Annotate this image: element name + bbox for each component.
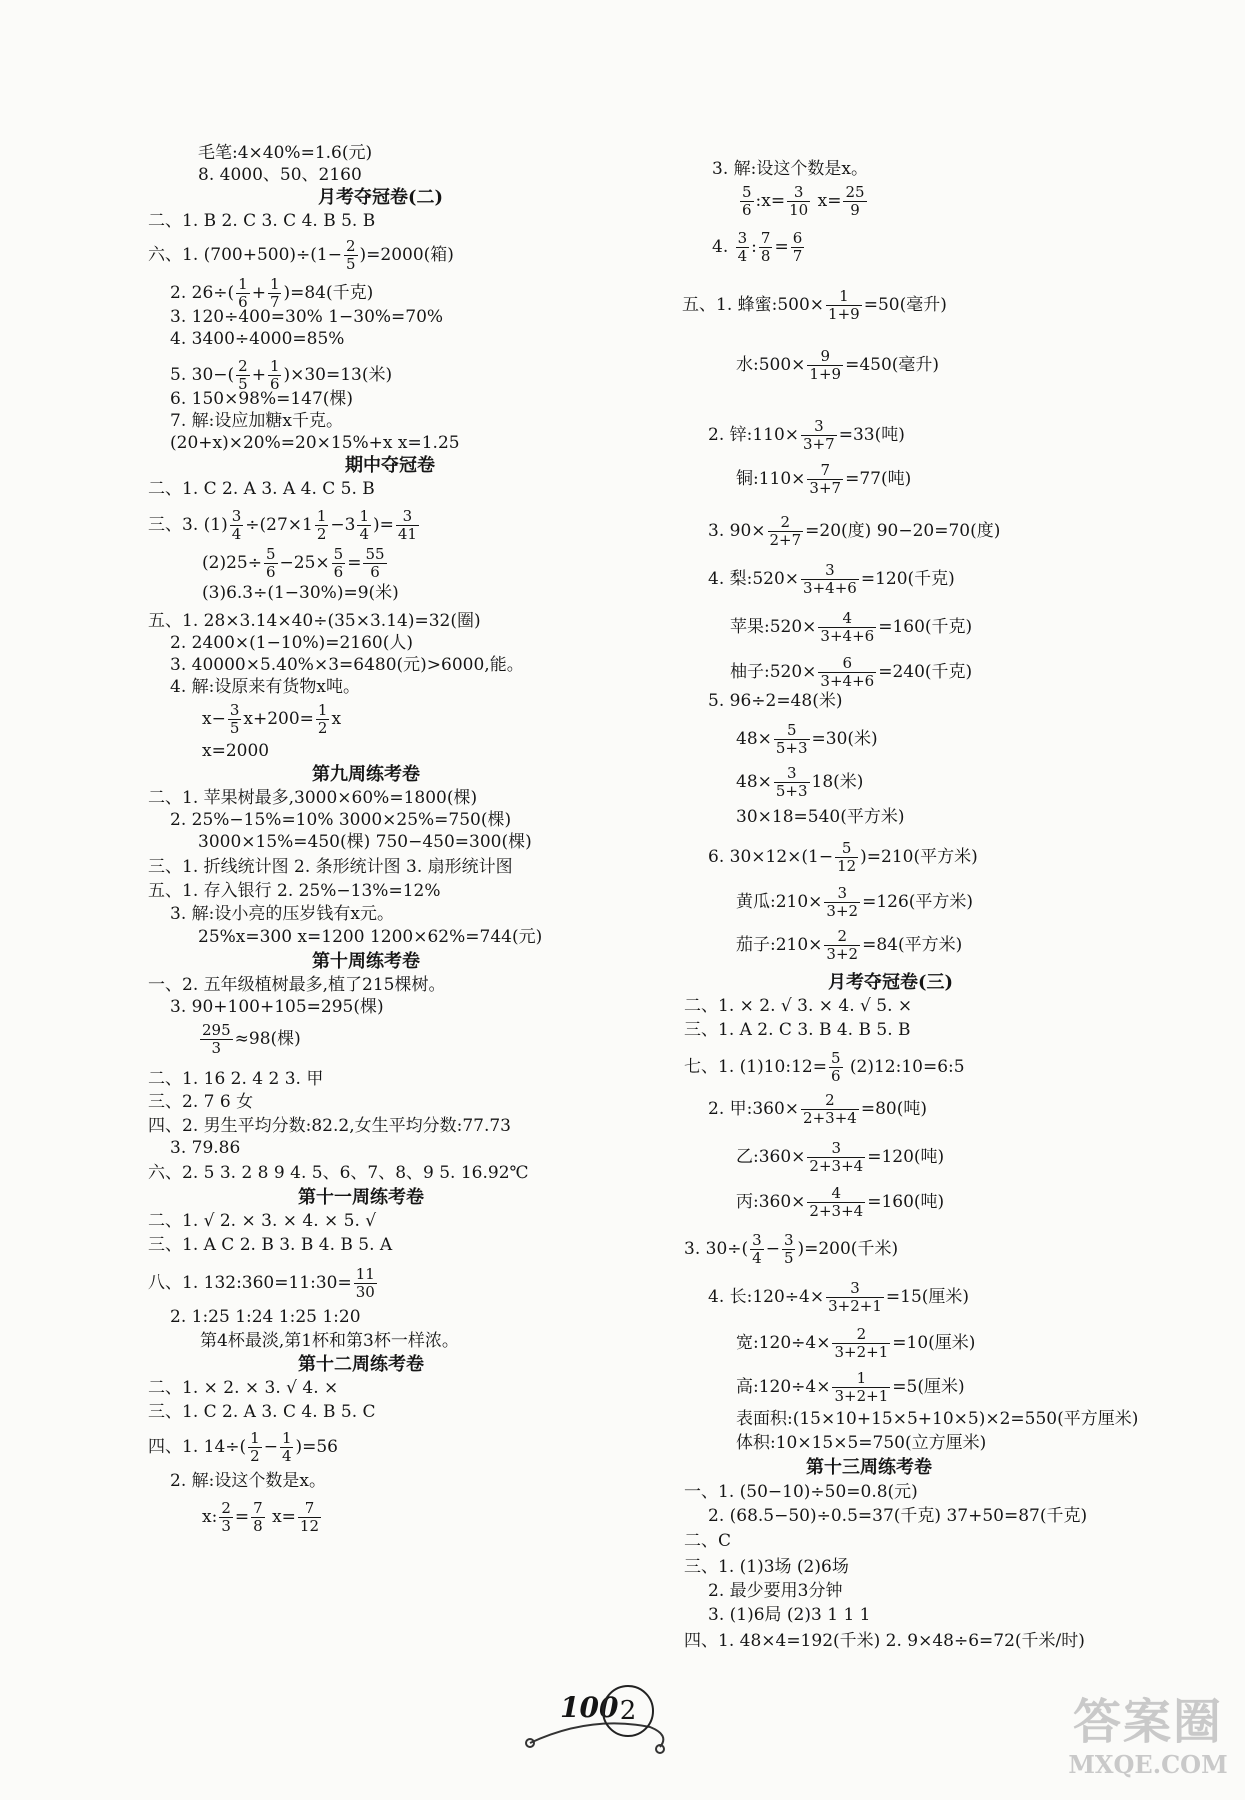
answer-line: 乙:360× $\frac{3}{2+3+4}$ =120(吨) (736, 1139, 945, 1175)
fraction: $\frac{1}{6}$ (269, 357, 280, 393)
answer-line: 3. (1)6局 (2)3 1 1 1 (708, 1605, 871, 1625)
fraction: $\frac{3}{4}$ (231, 507, 242, 543)
answer-line: 五、1. 存入银行 2. 25%−13%=12% (148, 881, 441, 901)
answer-line: $\frac{295}{3}$ ≈98(棵) (202, 1021, 301, 1057)
page-number-badge (520, 1685, 670, 1765)
answer-line: 黄瓜:210× $\frac{3}{3+2}$ =126(平方米) (736, 884, 974, 920)
answer-line: 6. 30×12×(1− $\frac{5}{12}$ )=210(平方米) (708, 839, 978, 875)
answer-line: 六、2. 5 3. 2 8 9 4. 5、6、7、8、9 5. 16.92℃ (148, 1163, 529, 1183)
fraction: $\frac{3}{5}$ (783, 1231, 794, 1267)
fraction: $\frac{7}{3+7}$ (809, 461, 842, 497)
fraction: $\frac{1}{3+2+1}$ (834, 1369, 889, 1405)
answer-line: 体积:10×15×5=750(立方厘米) (736, 1433, 987, 1453)
fraction: $\frac{7}{8}$ (760, 229, 771, 265)
answer-line: 2. 解:设这个数是x。 (170, 1471, 326, 1491)
fraction: $\frac{2}{5}$ (238, 357, 248, 393)
section-title: 第十周练考卷 (312, 951, 420, 972)
answer-line: 铜:110× $\frac{7}{3+7}$ =77(吨) (736, 461, 912, 497)
fraction: $\frac{6}{7}$ (792, 229, 803, 265)
answer-line: 二、1. × 2. √ 3. × 4. √ 5. × (684, 996, 913, 1016)
answer-line: 3. 79.86 (170, 1138, 241, 1158)
fraction: $\frac{3}{5}$ (229, 701, 240, 737)
answer-line: 高:120÷4× $\frac{1}{3+2+1}$ =5(厘米) (736, 1369, 965, 1405)
answer-line: 4. 解:设原来有货物x吨。 (170, 677, 360, 697)
answer-line: (2)25÷ $\frac{5}{6}$ −25× $\frac{5}{6}$ = $\frac{55}{6}$ (202, 545, 385, 581)
answer-line: 三、1. A C 2. B 3. B 4. B 5. A (148, 1235, 393, 1255)
answer-line: 2. 1:25 1:24 1:25 1:20 (170, 1307, 361, 1327)
answer-line: 2. 锌:110× $\frac{3}{3+7}$ =33(吨) (708, 417, 905, 453)
answer-line: 二、C (684, 1531, 732, 1551)
answer-line: (20+x)×20%=20×15%+x x=1.25 (170, 433, 460, 453)
fraction: $\frac{3}{4}$ (737, 229, 748, 265)
fraction: $\frac{2}{2+3+4}$ (803, 1091, 857, 1127)
fraction: $\frac{9}{1+9}$ (809, 347, 842, 383)
answer-line: 一、2. 五年级植树最多,植了215棵树。 (148, 975, 446, 995)
answer-line: 五、1. 28×3.14×40÷(35×3.14)=32(圈) (148, 611, 481, 631)
answer-line: 表面积:(15×10+15×5+10×5)×2=550(平方厘米) (736, 1409, 1139, 1429)
answer-line: x: $\frac{2}{3}$ = $\frac{7}{8}$ x= $\frac{7}{12}$ (202, 1499, 320, 1535)
section-title: 月考夺冠卷(三) (828, 972, 954, 993)
section-title: 期中夺冠卷 (345, 455, 435, 476)
answer-line: 五、1. 蜂蜜:500× $\frac{1}{1+9}$ =50(毫升) (682, 287, 947, 323)
answer-line: 3000×15%=450(棵) 750−450=300(棵) (198, 832, 532, 852)
answer-line: 2. 甲:360× $\frac{2}{2+3+4}$ =80(吨) (708, 1091, 927, 1127)
fraction: $\frac{5}{6}$ (265, 545, 276, 581)
fraction: $\frac{2}{3}$ (221, 1499, 231, 1535)
answer-line: 毛笔:4×40%=1.6(元) (198, 143, 373, 163)
answer-line: 30×18=540(平方米) (736, 807, 905, 827)
answer-line: 二、1. 16 2. 4 2 3. 甲 (148, 1069, 324, 1089)
fraction: $\frac{1}{2}$ (316, 507, 327, 543)
section-title: 第十三周练考卷 (806, 1457, 932, 1478)
answer-line: 2. 最少要用3分钟 (708, 1581, 843, 1601)
fraction: $\frac{3}{2+3+4}$ (809, 1139, 864, 1175)
answer-line: 三、2. 7 6 女 (148, 1092, 254, 1112)
answer-line: 4. 长:120÷4× $\frac{3}{3+2+1}$ =15(厘米) (708, 1279, 970, 1315)
fraction: $\frac{11}{30}$ (355, 1265, 375, 1301)
watermark-line1: 答案圈 (1072, 1694, 1223, 1750)
watermark (1063, 1694, 1233, 1794)
answer-line: 三、1. C 2. A 3. C 4. B 5. C (148, 1402, 376, 1422)
answer-line: 3. 40000×5.40%×3=6480(元)>6000,能。 (170, 655, 524, 675)
answer-line: 4. 3400÷4000=85% (170, 329, 345, 349)
fraction: $\frac{3}{41}$ (397, 507, 417, 543)
answer-line: 5. 30−( $\frac{2}{5}$ + $\frac{1}{6}$ )×30=13(米) (170, 357, 393, 393)
section-title: 第十一周练考卷 (298, 1187, 424, 1208)
fraction: $\frac{7}{8}$ (253, 1499, 263, 1535)
fraction: $\frac{3}{3+7}$ (803, 417, 835, 453)
answer-line: 8. 4000、50、2160 (198, 165, 362, 185)
answer-line: 6. 150×98%=147(棵) (170, 389, 354, 409)
fraction: $\frac{6}{3+4+6}$ (820, 654, 875, 690)
answer-line: 7. 解:设应加糖x千克。 (170, 411, 343, 431)
answer-line: 3. 解:设这个数是x。 (712, 159, 868, 179)
answer-line: 宽:120÷4× $\frac{2}{3+2+1}$ =10(厘米) (736, 1325, 976, 1361)
fraction: $\frac{3}{3+2+1}$ (828, 1279, 882, 1315)
section-title: 第九周练考卷 (312, 764, 420, 785)
answer-line: 六、1. (700+500)÷(1− $\frac{2}{5}$ )=2000(箱) (148, 237, 454, 273)
fraction: $\frac{3}{3+2}$ (826, 884, 859, 920)
fraction: $\frac{2}{3+2+1}$ (834, 1325, 889, 1361)
answer-line: 3. 90× $\frac{2}{2+7}$ =20(度) 90−20=70(度) (708, 513, 1001, 549)
fraction: $\frac{1}{1+9}$ (828, 287, 860, 323)
fraction: $\frac{2}{5}$ (345, 237, 356, 273)
fraction: $\frac{1}{6}$ (238, 275, 248, 311)
watermark-line2: MXQE.COM (1068, 1750, 1228, 1779)
section-title: 第十二周练考卷 (298, 1354, 424, 1375)
answer-line: 5. 96÷2=48(米) (708, 691, 843, 711)
answer-line: 二、1. C 2. A 3. A 4. C 5. B (148, 479, 375, 499)
fraction: $\frac{5}{6}$ (830, 1049, 841, 1085)
answer-line: 48× $\frac{3}{5+3}$ 18(米) (736, 764, 864, 800)
fraction: $\frac{3}{5+3}$ (775, 764, 808, 800)
answer-line: 水:500× $\frac{9}{1+9}$ =450(毫升) (736, 347, 940, 383)
answer-line: 柚子:520× $\frac{6}{3+4+6}$ =240(千克) (730, 654, 973, 690)
fraction: $\frac{1}{2}$ (317, 701, 328, 737)
fraction: $\frac{7}{12}$ (299, 1499, 320, 1535)
answer-line: (3)6.3÷(1−30%)=9(米) (202, 583, 399, 603)
answer-line: 3. 解:设小亮的压岁钱有x元。 (170, 904, 394, 924)
answer-line: x− $\frac{3}{5}$ x+200= $\frac{1}{2}$ x (202, 701, 342, 737)
answer-line: 2. 26÷( $\frac{1}{6}$ + $\frac{1}{7}$ )=84(千克) (170, 275, 374, 311)
answer-line: x=2000 (202, 741, 270, 761)
answer-line: 二、1. √ 2. × 3. × 4. × 5. √ (148, 1211, 377, 1231)
fraction: $\frac{1}{4}$ (359, 507, 369, 543)
answer-line: 四、1. 14÷( $\frac{1}{2}$ − $\frac{1}{4}$ )=56 (148, 1429, 338, 1465)
fraction: $\frac{2}{3+2}$ (826, 927, 859, 963)
fraction: $\frac{4}{2+3+4}$ (809, 1184, 864, 1220)
answer-line: 一、1. (50−10)÷50=0.8(元) (684, 1482, 918, 1502)
page-number: 2 (602, 1685, 654, 1737)
fraction: $\frac{5}{5+3}$ (775, 721, 808, 757)
answer-line: 四、1. 48×4=192(千米) 2. 9×48÷6=72(千米/时) (684, 1631, 1085, 1651)
answer-line: 2. 2400×(1−10%)=2160(人) (170, 633, 414, 653)
answer-line: 二、1. B 2. C 3. C 4. B 5. B (148, 211, 376, 231)
answer-line: 4. 梨:520× $\frac{3}{3+4+6}$ =120(千克) (708, 561, 955, 597)
answer-line: 三、1. A 2. C 3. B 4. B 5. B (684, 1020, 911, 1040)
answer-line: 三、3. (1) $\frac{3}{4}$ ÷(27×1 $\frac{1}{2}$ −3 $\frac{1}{4}$ )= $\frac{3}{41}$ (148, 507, 417, 543)
fraction: $\frac{5}{12}$ (837, 839, 857, 875)
fraction: $\frac{2}{2+7}$ (769, 513, 802, 549)
fraction: $\frac{5}{6}$ (333, 545, 344, 581)
answer-line: 四、2. 男生平均分数:82.2,女生平均分数:77.73 (148, 1116, 512, 1136)
section-title: 月考夺冠卷(二) (318, 187, 444, 208)
answer-line: 二、1. × 2. × 3. √ 4. × (148, 1378, 339, 1398)
answer-line: $\frac{5}{6}$ :x= $\frac{3}{10}$ x= $\frac{25}{9}$ (742, 183, 865, 219)
answer-line: 第4杯最淡,第1杯和第3杯一样浓。 (200, 1331, 459, 1351)
answer-line: 苹果:520× $\frac{4}{3+4+6}$ =160(千克) (730, 609, 973, 645)
answer-line: 丙:360× $\frac{4}{2+3+4}$ =160(吨) (736, 1184, 945, 1220)
answer-line: 二、1. 苹果树最多,3000×60%=1800(棵) (148, 788, 478, 808)
fraction: $\frac{5}{6}$ (742, 183, 752, 219)
answer-line: 25%x=300 x=1200 1200×62%=744(元) (198, 927, 543, 947)
fraction: $\frac{3}{10}$ (789, 183, 809, 219)
answer-line: 三、1. (1)3场 (2)6场 (684, 1557, 849, 1577)
fraction: $\frac{1}{2}$ (250, 1429, 260, 1465)
answer-line: 茄子:210× $\frac{2}{3+2}$ =84(平方米) (736, 927, 963, 963)
answer-line: 3. 120÷400=30% 1−30%=70% (170, 307, 444, 327)
answer-line: 48× $\frac{5}{5+3}$ =30(米) (736, 721, 878, 757)
fraction: $\frac{3}{3+4+6}$ (803, 561, 857, 597)
fraction: $\frac{3}{4}$ (752, 1231, 762, 1267)
answer-line: 八、1. 132:360=11:30= $\frac{11}{30}$ (148, 1265, 375, 1301)
answer-line: 三、1. 折线统计图 2. 条形统计图 3. 扇形统计图 (148, 857, 513, 877)
answer-line: 3. 30÷( $\frac{3}{4}$ − $\frac{3}{5}$ )=200(千米) (684, 1231, 899, 1267)
fraction: $\frac{4}{3+4+6}$ (820, 609, 875, 645)
answer-line: 4. $\frac{3}{4}$ : $\frac{7}{8}$ = $\frac{6}{7}$ (712, 229, 803, 265)
answer-line: 2. (68.5−50)÷0.5=37(千克) 37+50=87(千克) (708, 1506, 1088, 1526)
fraction: $\frac{55}{6}$ (365, 545, 385, 581)
fraction: $\frac{1}{7}$ (269, 275, 280, 311)
answer-line: 2. 25%−15%=10% 3000×25%=750(棵) (170, 810, 512, 830)
fraction: $\frac{295}{3}$ (202, 1021, 231, 1057)
fraction: $\frac{25}{9}$ (845, 183, 865, 219)
answer-line: 七、1. (1)10:12= $\frac{5}{6}$ (2)12:10=6:5 (684, 1049, 965, 1085)
logo-text: 100 (560, 1691, 619, 1724)
fraction: $\frac{1}{4}$ (281, 1429, 292, 1465)
answer-line: 3. 90+100+105=295(棵) (170, 997, 384, 1017)
